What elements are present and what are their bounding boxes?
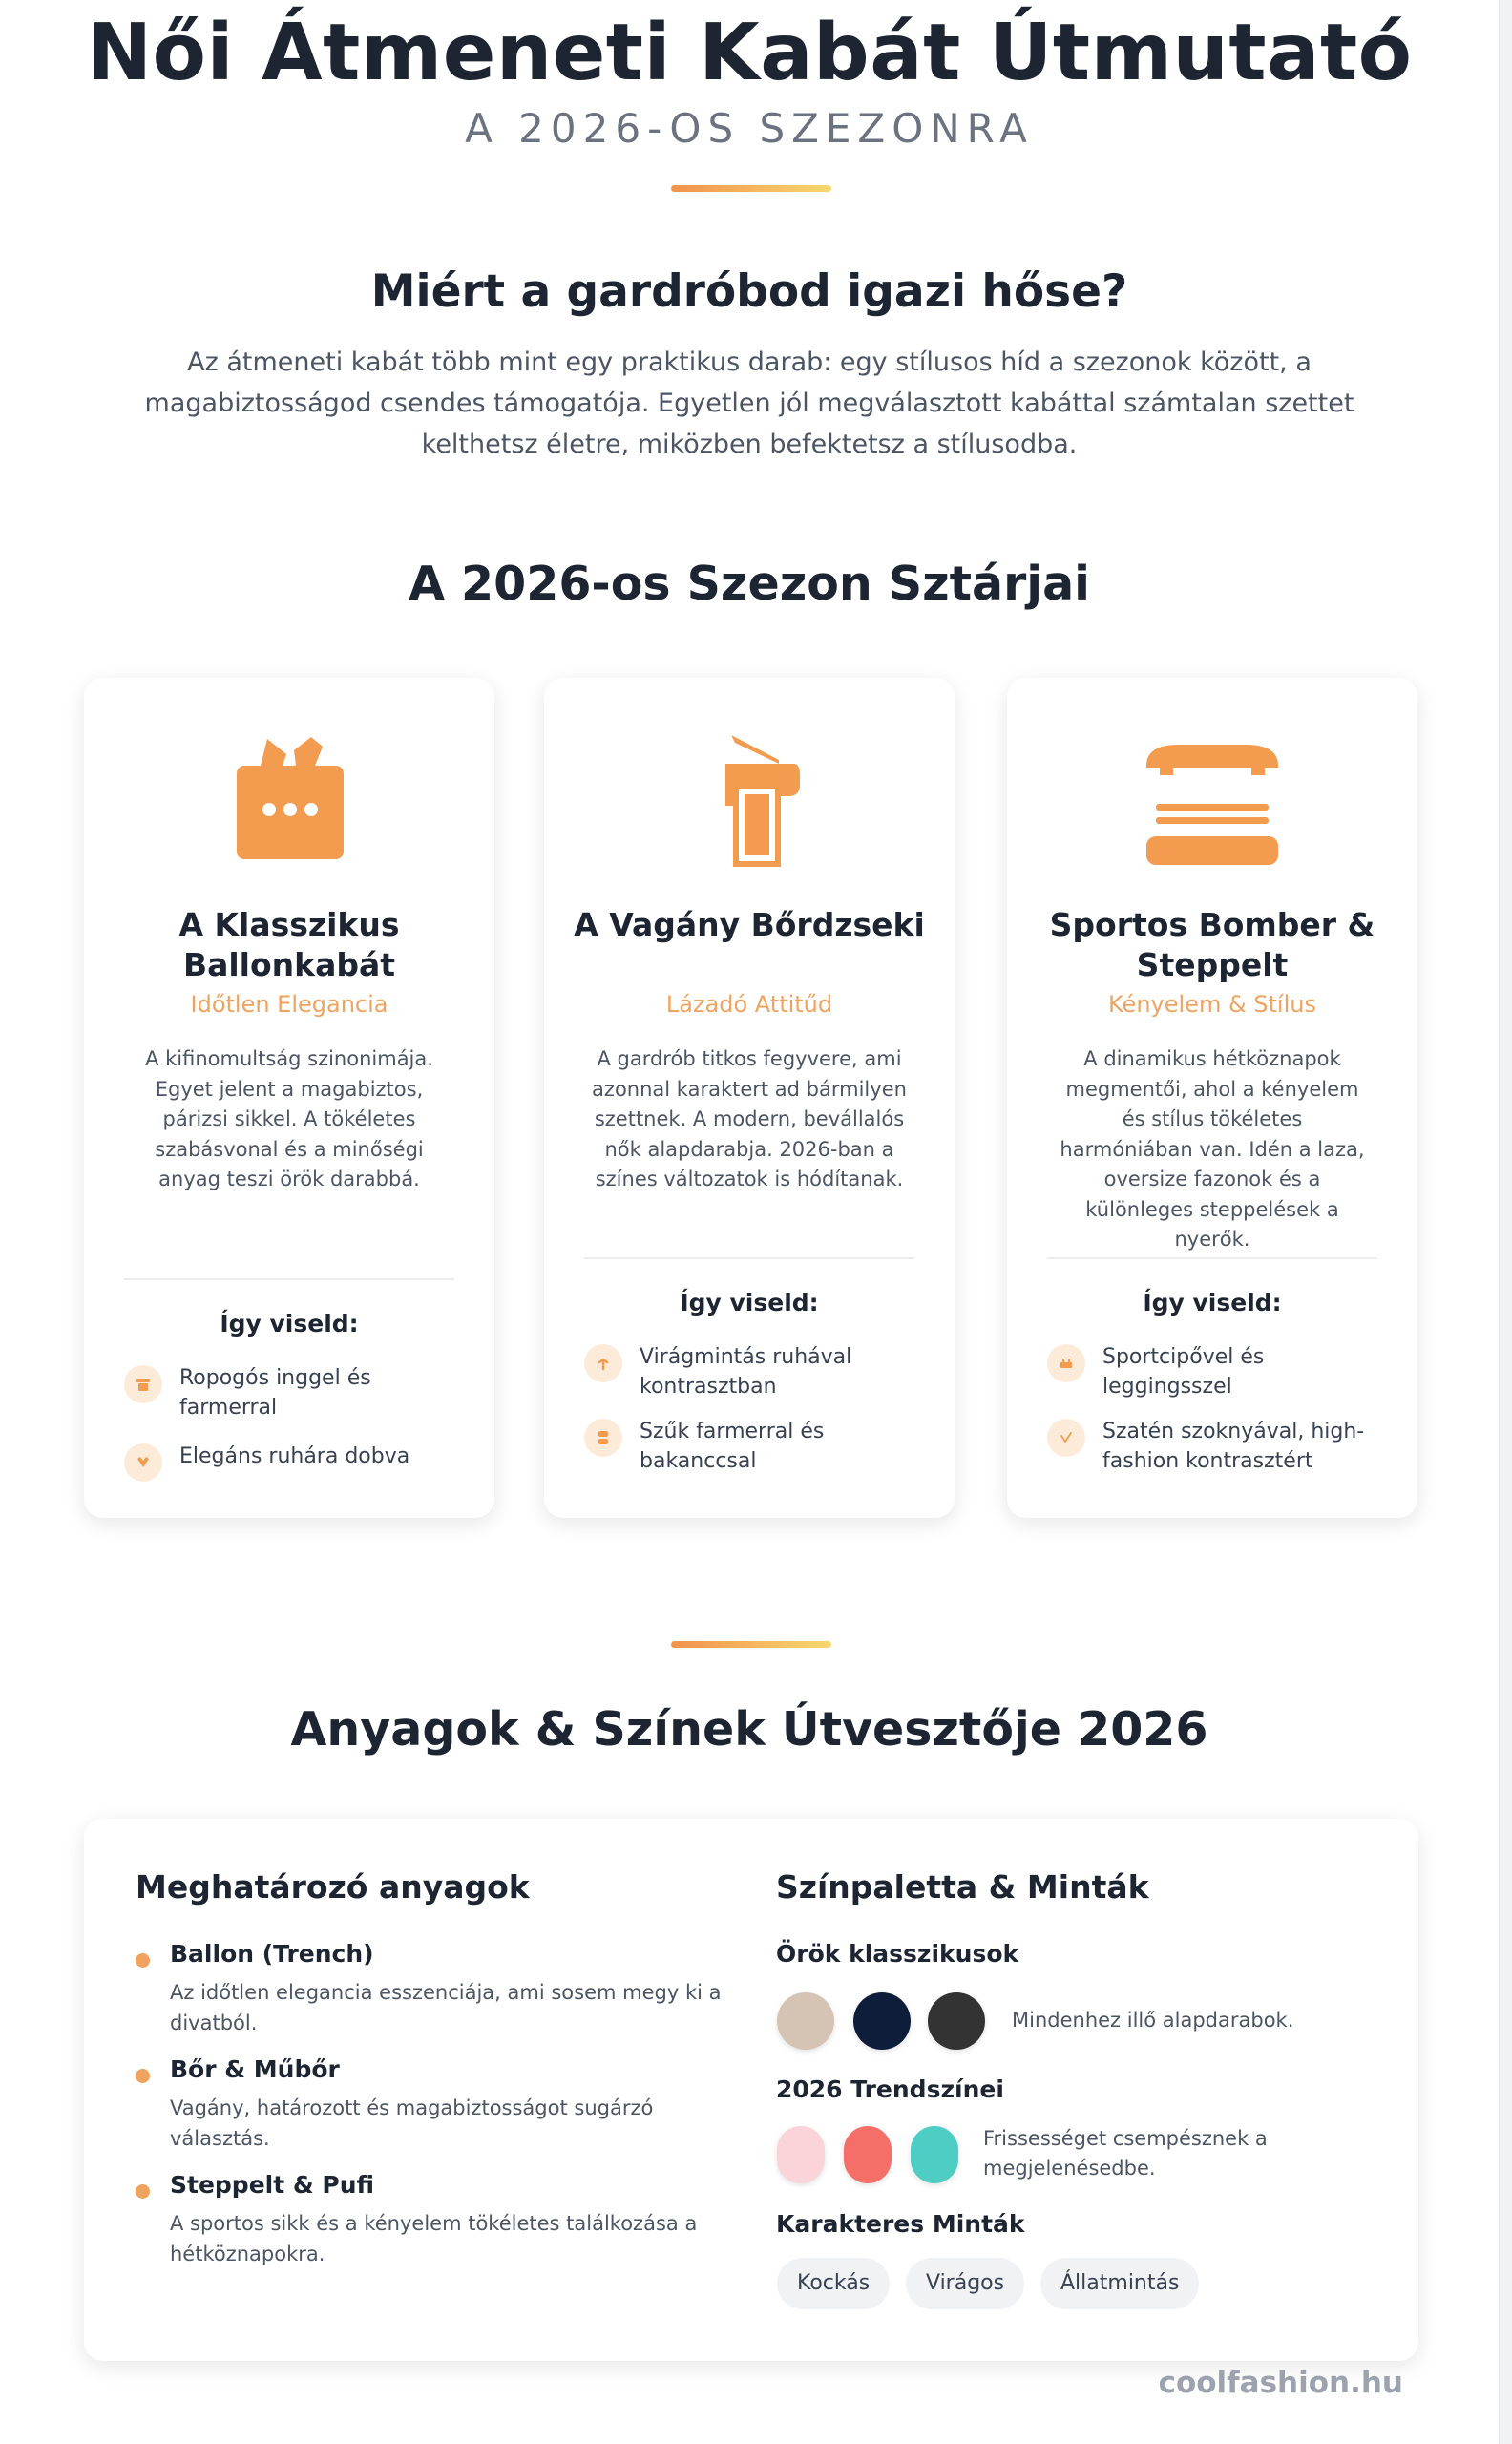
- accent-divider: [671, 185, 831, 192]
- material-name: Ballon (Trench): [170, 1940, 374, 1968]
- material-description: Az időtlen elegancia esszenciája, ami sosem megy ki a divatból.: [170, 1981, 722, 2034]
- material-name: Steppelt & Pufi: [170, 2171, 375, 2199]
- card-divider: [1047, 1257, 1377, 1259]
- bullet-dot: [136, 2184, 150, 2199]
- sneaker-icon: [1047, 1344, 1085, 1382]
- classics-note: Mindenhez illő alapdarabok.: [1012, 2009, 1294, 2032]
- leather-jacket-icon: [544, 726, 955, 869]
- sweater-icon: [124, 1365, 162, 1403]
- card-description: A gardrób titkos fegyvere, ami azonnal karaktert ad bármilyen szettnek. A modern, bevállalós nők alapdarabja. 2026-ban a színes változatok is hódítanak.: [592, 1047, 907, 1190]
- pattern-chip-floral: Virágos: [906, 2258, 1024, 2309]
- watermark: coolfashion.hu: [1158, 2366, 1403, 2400]
- bullet-dot: [136, 2069, 150, 2083]
- tip-text: Elegáns ruhára dobva: [179, 1444, 410, 1468]
- patterns-heading: Karakteres Minták: [776, 2210, 1025, 2238]
- dress-icon: [124, 1443, 162, 1482]
- card-description: A kifinomultság szinonimája. Egyet jelent a magabiztos, párizsi sikkel. A tökéletes szabásvonal és a minőségi anyag teszi örök darabbá.: [145, 1047, 433, 1190]
- skirt-icon: [1047, 1419, 1085, 1457]
- tip-item: [584, 1417, 928, 1476]
- tip-item: [584, 1342, 928, 1401]
- materials-section-heading: Anyagok & Színek Útvesztője 2026: [290, 1702, 1208, 1757]
- coat-card-leather: [544, 678, 955, 1518]
- trends-note: Frissességet csempésznek a megjelenésedbe.: [983, 2127, 1268, 2180]
- bullet-dot: [136, 1953, 150, 1968]
- materials-heading: Meghatározó anyagok: [136, 1868, 530, 1906]
- pattern-chip-animal-print: Állatmintás: [1040, 2258, 1199, 2309]
- card-tagline: Lázadó Attitűd: [665, 991, 833, 1018]
- how-to-wear-label: Így viseld:: [220, 1310, 359, 1338]
- intro-heading: Miért a gardróbod igazi hőse?: [370, 265, 1128, 318]
- flower-icon: [584, 1344, 622, 1382]
- tip-item: [1047, 1342, 1391, 1401]
- color-swatch-beige: [777, 1992, 834, 2050]
- materials-colors-panel: [84, 1819, 1418, 2361]
- color-swatch-navy: [853, 1992, 911, 2050]
- bomber-jacket-icon: [1007, 726, 1418, 869]
- tip-text: Sportcipővel és leggingsszel: [1102, 1345, 1265, 1399]
- color-swatch-pink: [777, 2126, 825, 2183]
- color-swatch-teal: [911, 2126, 958, 2183]
- card-title: A Vagány Bőrdzseki: [574, 906, 925, 943]
- boot-icon: [584, 1419, 622, 1457]
- coat-card-bomber: [1007, 678, 1418, 1518]
- page-subtitle: A 2026-OS SZEZONRA: [465, 105, 1034, 152]
- page-title: Női Átmeneti Kabát Útmutató: [86, 8, 1413, 98]
- card-title: Sportos Bomber & Steppelt: [1049, 906, 1376, 983]
- how-to-wear-label: Így viseld:: [1143, 1289, 1282, 1317]
- pattern-chip-plaid: Kockás: [777, 2258, 890, 2309]
- card-divider: [124, 1278, 454, 1280]
- material-description: Vagány, határozott és magabiztosságot sugárzó választás.: [170, 2096, 654, 2150]
- card-description: A dinamikus hétköznapok megmentői, ahol a kényelem és stílus tökéletes harmóniában van. Idén a laza, oversize fazonok és a különleges steppelések a nyerők.: [1060, 1047, 1365, 1251]
- tip-text: Ropogós inggel és farmerral: [179, 1366, 371, 1420]
- palette-heading: Színpaletta & Minták: [776, 1868, 1149, 1906]
- tip-text: Virágmintás ruhával kontrasztban: [640, 1345, 852, 1399]
- tip-text: Szatén szoknyával, high-fashion kontrasztért: [1102, 1420, 1365, 1473]
- card-title: A Klasszikus Ballonkabát: [178, 906, 400, 983]
- material-name: Bőr & Műbőr: [170, 2055, 340, 2083]
- card-tagline: Kényelem & Stílus: [1108, 991, 1316, 1018]
- classics-heading: Örök klasszikusok: [776, 1940, 1019, 1968]
- trench-coat-icon: [84, 726, 494, 869]
- color-swatch-charcoal: [928, 1992, 985, 2050]
- tip-item: [1047, 1417, 1391, 1476]
- coat-card-trench: [84, 678, 494, 1518]
- accent-divider: [671, 1641, 831, 1648]
- tip-text: Szűk farmerral és bakanccsal: [640, 1420, 825, 1473]
- card-tagline: Időtlen Elegancia: [190, 991, 388, 1018]
- stars-heading: A 2026-os Szezon Sztárjai: [409, 557, 1090, 611]
- intro-text: Az átmeneti kabát több mint egy praktikus darab: egy stílusos híd a szezonok között, a magabiztosságod csendes támogatója. Egyetlen jól megválasztott kabáttal számtalan szettet kelthetsz életre, miközben befektetsz a stílusodba.: [144, 348, 1354, 459]
- tip-item: [124, 1442, 468, 1482]
- material-description: A sportos sikk és a kényelem tökéletes találkozása a hétköznapokra.: [170, 2212, 698, 2265]
- how-to-wear-label: Így viseld:: [680, 1289, 819, 1317]
- trends-heading: 2026 Trendszínei: [776, 2075, 1004, 2103]
- card-divider: [584, 1257, 914, 1259]
- color-swatch-coral: [844, 2126, 892, 2183]
- tip-item: [124, 1363, 468, 1422]
